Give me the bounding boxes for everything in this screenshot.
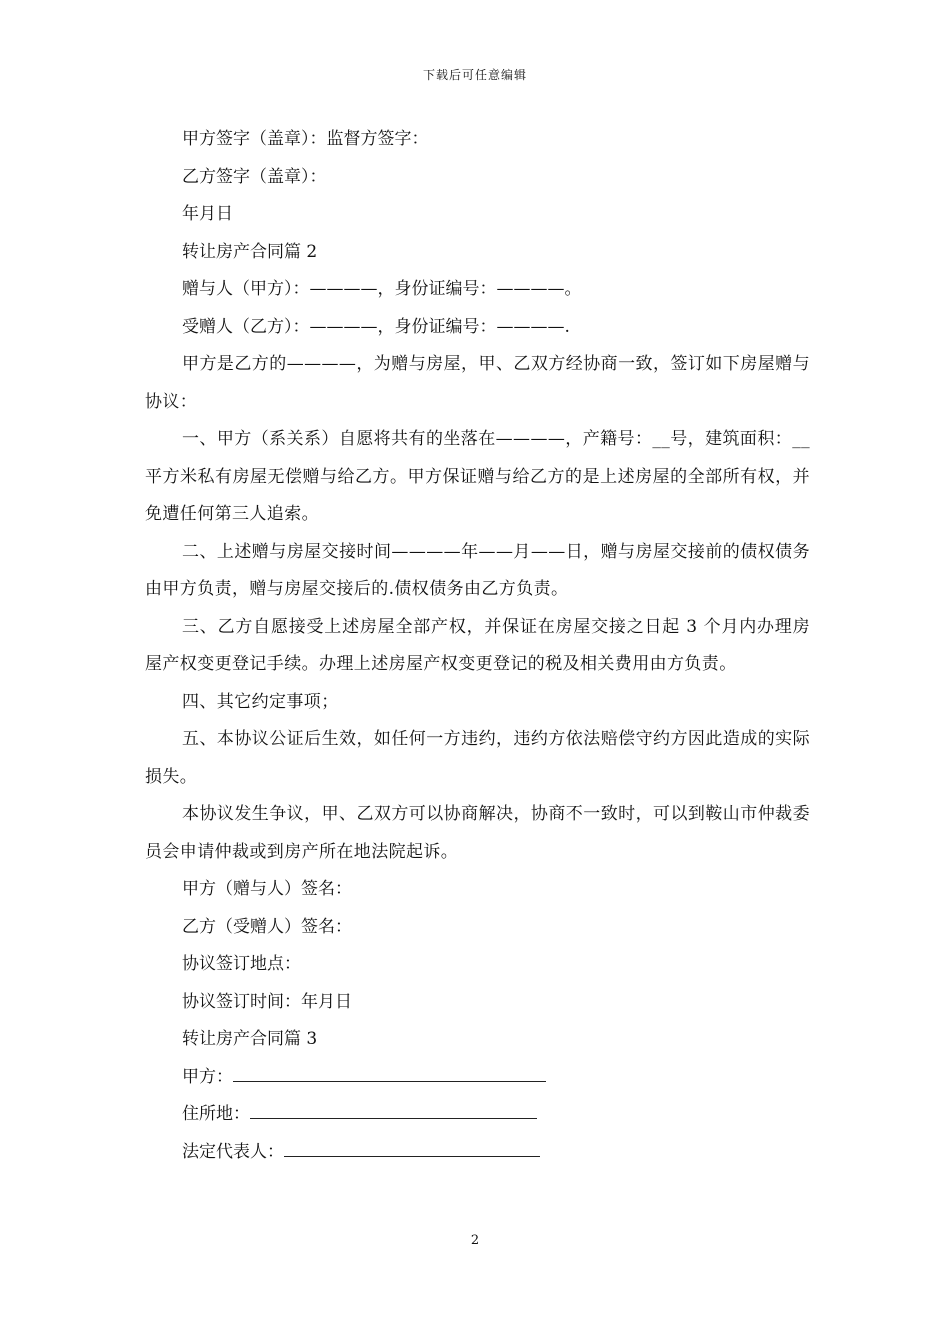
clause-5: 五、本协议公证后生效，如任何一方违约，违约方依法赔偿守约方因此造成的实际损失。 bbox=[145, 729, 810, 787]
donee-signature: 乙方（受赠人）签名： bbox=[182, 916, 352, 937]
document-body bbox=[145, 121, 810, 1171]
donee-line: 受赠人（乙方）：————，身份证编号：————. bbox=[182, 316, 570, 337]
section-title-3: 转让房产合同篇 3 bbox=[182, 1029, 318, 1049]
donor-signature: 甲方（赠与人）签名： bbox=[182, 879, 352, 899]
clause-2: 二、上述赠与房屋交接时间————年——月——日，赠与房屋交接前的债权债务由甲方负责，赠与房屋交接后的.债权债务由乙方负责。 bbox=[145, 541, 810, 599]
legal-rep-label: 法定代表人： bbox=[182, 1141, 284, 1162]
address-field bbox=[145, 1096, 810, 1134]
address-label: 住所地： bbox=[182, 1104, 250, 1124]
section-title-2: 转让房产合同篇 2 bbox=[182, 241, 318, 262]
clause-4: 四、其它约定事项； bbox=[182, 691, 339, 712]
address-blank bbox=[250, 1104, 537, 1119]
donor-line: 赠与人（甲方）：————，身份证编号：————。 bbox=[182, 279, 582, 299]
signing-place: 协议签订地点： bbox=[182, 954, 301, 974]
party-a-field bbox=[145, 1059, 810, 1097]
party-a-signature-line: 甲方签字（盖章）：监督方签字： bbox=[182, 129, 429, 149]
party-a-label: 甲方： bbox=[182, 1066, 233, 1087]
signing-time: 协议签订时间：年月日 bbox=[182, 991, 352, 1012]
dispute-paragraph: 本协议发生争议，甲、乙双方可以协商解决，协商不一致时，可以到鞍山市仲裁委员会申请仲裁或到房产所在地法院起诉。 bbox=[145, 804, 810, 862]
party-a-blank bbox=[233, 1067, 546, 1082]
intro-paragraph: 甲方是乙方的————，为赠与房屋，甲、乙双方经协商一致，签订如下房屋赠与协议： bbox=[145, 354, 810, 412]
clause-3: 三、乙方自愿接受上述房屋全部产权，并保证在房屋交接之日起 3 个月内办理房屋产权变更登记手续。办理上述房屋产权变更登记的税及相关费用由方负责。 bbox=[145, 616, 810, 674]
page-number: 2 bbox=[470, 1233, 480, 1248]
party-b-signature-line: 乙方签字（盖章）： bbox=[182, 166, 327, 187]
clause-1: 一、甲方（系关系）自愿将共有的坐落在————，产籍号：__号，建筑面积：__平方米私有房屋无偿赠与给乙方。甲方保证赠与给乙方的是上述房屋的全部所有权，并免遭任何第三人追索。 bbox=[145, 429, 810, 524]
page-header: 下载后可任意编辑 bbox=[422, 68, 527, 82]
legal-rep-field bbox=[145, 1134, 810, 1172]
date-line: 年月日 bbox=[182, 204, 233, 224]
legal-rep-blank bbox=[284, 1142, 540, 1157]
